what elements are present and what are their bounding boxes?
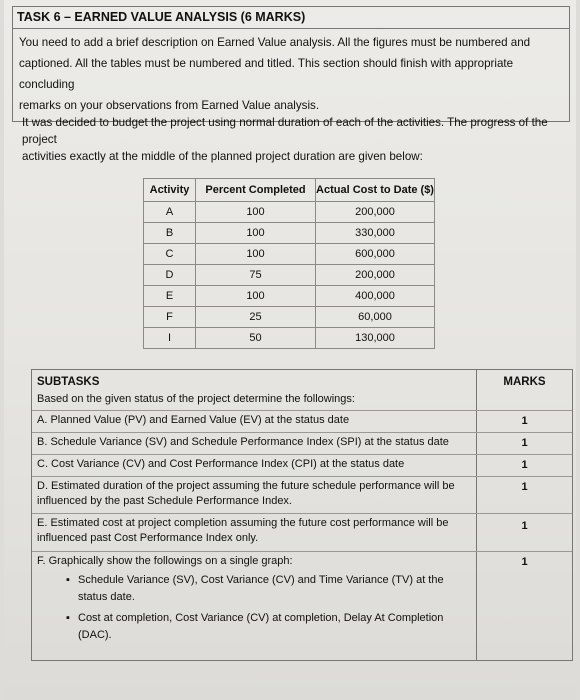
table-row: [144, 286, 435, 307]
activity-table: [143, 178, 435, 349]
subtasks-header: SUBTASKS: [37, 376, 100, 388]
subtask-d: D. Estimated duration of the project assuming the future schedule performance will be: [37, 480, 455, 492]
divider: [32, 551, 572, 552]
marks-column: [477, 370, 572, 660]
task-box: [12, 6, 570, 122]
mark-a: 1: [521, 415, 528, 427]
subtask-e-cont: influenced past Cost Performance Index only.: [37, 532, 259, 544]
intro-paragraph: [22, 114, 570, 165]
task-title: TASK 6 – EARNED VALUE ANALYSIS (6 MARKS): [13, 7, 569, 29]
bullet-line: status date.: [78, 591, 135, 603]
divider: [32, 432, 572, 433]
task-description: [13, 29, 569, 121]
subtask-d-cont: influenced by the past Schedule Performance Index.: [37, 495, 292, 507]
table-header-row: [144, 179, 435, 202]
bullet-line: Cost at completion, Cost Variance (CV) at completion, Delay At Completion: [78, 612, 444, 624]
cell-cost: 400,000: [316, 286, 435, 307]
cell-percent: 100: [196, 244, 316, 265]
table-row: [144, 202, 435, 223]
mark-c: 1: [521, 459, 528, 471]
cell-activity: I: [144, 328, 196, 349]
table-row: [144, 244, 435, 265]
bullet-line: Schedule Variance (SV), Cost Variance (CV) and Time Variance (TV) at the: [78, 574, 444, 586]
cell-percent: 50: [196, 328, 316, 349]
cell-cost: 60,000: [316, 307, 435, 328]
cell-percent: 75: [196, 265, 316, 286]
divider: [32, 410, 572, 411]
subtask-b: B. Schedule Variance (SV) and Schedule Performance Index (SPI) at the status date: [37, 436, 449, 448]
mark-f: 1: [521, 556, 528, 568]
subtasks-table: [31, 369, 573, 661]
cell-activity: F: [144, 307, 196, 328]
bullet-item: [66, 572, 458, 606]
mark-b: 1: [521, 437, 528, 449]
subtask-a: A. Planned Value (PV) and Earned Value (EV) at the status date: [37, 414, 350, 426]
bullet-icon: ▪: [66, 612, 70, 624]
intro-line: It was decided to budget the project using normal duration of each of the activities. The progress of the project: [22, 116, 548, 146]
subtask-c: C. Cost Variance (CV) and Cost Performance Index (CPI) at the status date: [37, 458, 405, 470]
cell-percent: 100: [196, 202, 316, 223]
cell-cost: 200,000: [316, 265, 435, 286]
cell-percent: 100: [196, 223, 316, 244]
header-percent-completed: Percent Completed: [196, 179, 316, 202]
subtasks-column: [32, 370, 477, 660]
cell-activity: E: [144, 286, 196, 307]
cell-percent: 100: [196, 286, 316, 307]
divider: [32, 454, 572, 455]
subtask-f: F. Graphically show the followings on a single graph:: [37, 555, 293, 567]
task-description-line: remarks on your observations from Earned Value analysis.: [19, 99, 320, 112]
cell-percent: 25: [196, 307, 316, 328]
intro-line: activities exactly at the middle of the planned project duration are given below:: [22, 150, 423, 163]
header-activity: Activity: [144, 179, 196, 202]
cell-cost: 600,000: [316, 244, 435, 265]
bullet-line: (DAC).: [78, 629, 112, 641]
table-row: [144, 307, 435, 328]
cell-cost: 130,000: [316, 328, 435, 349]
cell-activity: C: [144, 244, 196, 265]
document-page: [4, 0, 576, 700]
cell-cost: 200,000: [316, 202, 435, 223]
bullet-icon: ▪: [66, 574, 70, 586]
cell-cost: 330,000: [316, 223, 435, 244]
divider: [32, 513, 572, 514]
header-actual-cost: Actual Cost to Date ($): [316, 179, 435, 202]
table-row: [144, 265, 435, 286]
marks-header: MARKS: [503, 376, 546, 388]
subtask-e: E. Estimated cost at project completion assuming the future cost performance will be: [37, 517, 449, 529]
cell-activity: B: [144, 223, 196, 244]
bullet-item: [66, 610, 458, 644]
table-row: [144, 328, 435, 349]
divider: [32, 476, 572, 477]
task-description-line: You need to add a brief description on Earned Value analysis. All the figures must be numbered and: [19, 36, 531, 49]
task-description-line: captioned. All the tables must be numbered and titled. This section should finish with appropriate concluding: [19, 57, 514, 91]
mark-e: 1: [521, 520, 528, 532]
mark-d: 1: [521, 481, 528, 493]
subtasks-intro: Based on the given status of the project determine the followings:: [37, 393, 355, 405]
cell-activity: A: [144, 202, 196, 223]
cell-activity: D: [144, 265, 196, 286]
table-row: [144, 223, 435, 244]
